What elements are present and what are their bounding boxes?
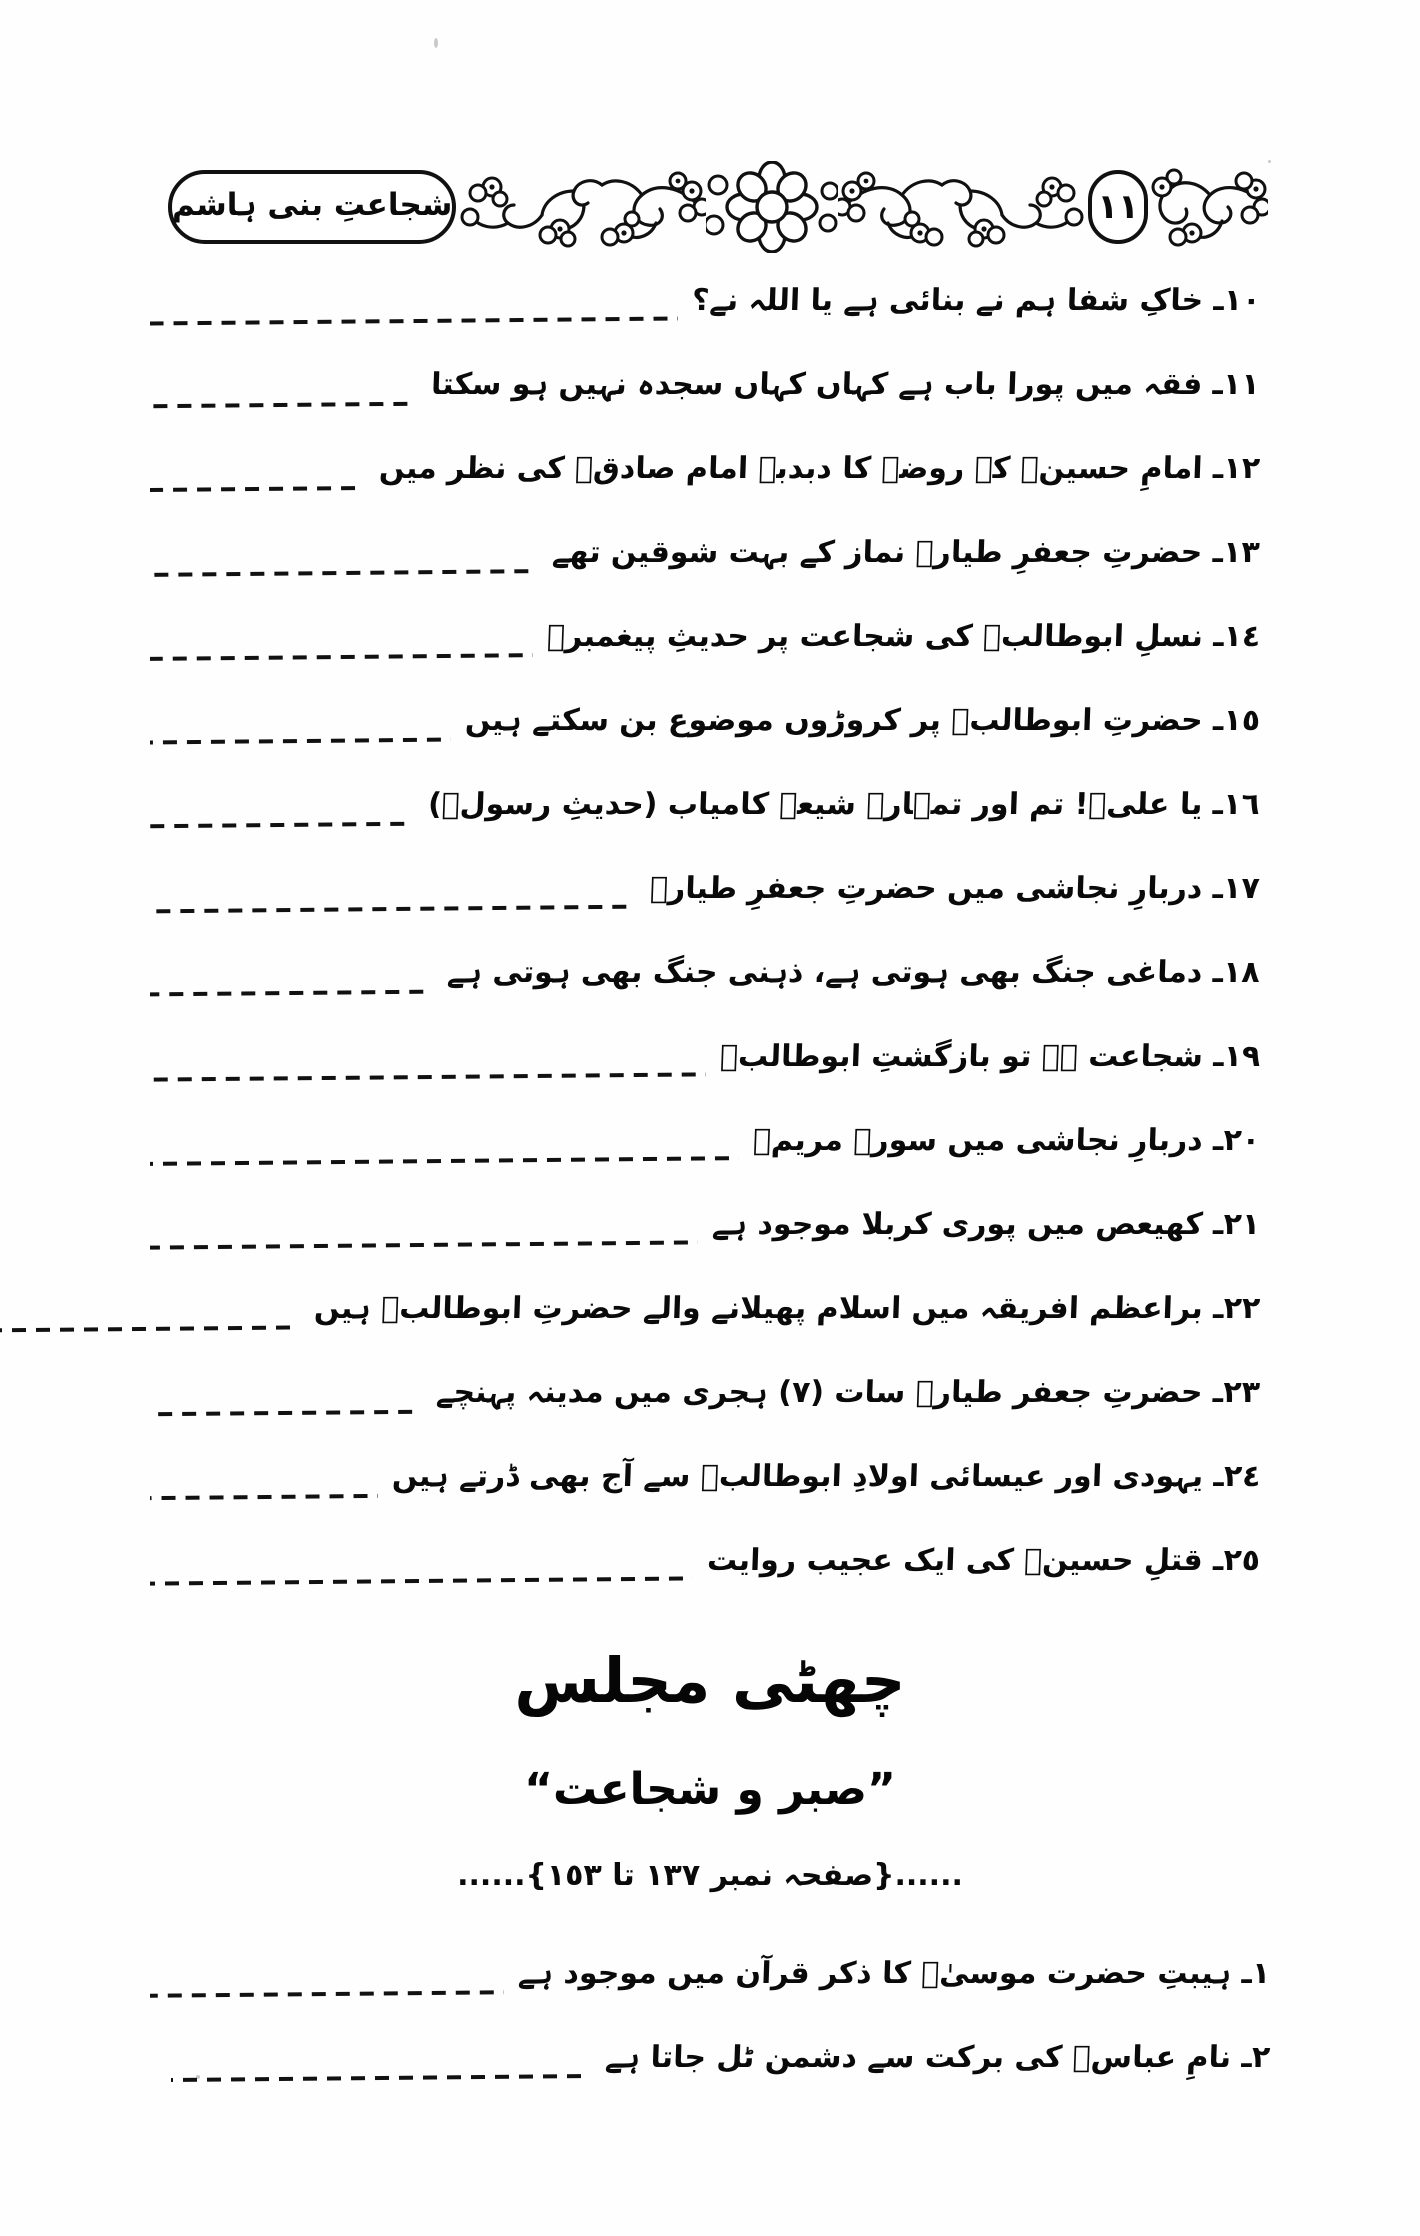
scan-speck — [1268, 160, 1271, 163]
toc-entry[interactable] — [150, 1122, 1260, 1200]
toc-entry-text: ١٢ـ امامِ حسینؑ کے روضے کا دبدبہ امام صادقؑ کی نظر میں — [378, 451, 1261, 486]
toc-entry[interactable] — [150, 870, 1260, 948]
toc-entry[interactable] — [150, 534, 1260, 612]
toc-leader-dashes — [150, 738, 451, 745]
toc-leader-dashes — [150, 316, 678, 325]
toc-entry-text: ٢ـ نامِ عباسؑ کی برکت سے دشمن ٹل جاتا ہے — [604, 2040, 1271, 2075]
floral-vine-ornament — [1148, 161, 1268, 253]
toc-leader-dashes — [150, 1072, 706, 1081]
toc-entry-text: ١١ـ فقہ میں پورا باب ہے کہاں کہاں سجدہ نہیں ہو سکتا — [430, 367, 1261, 402]
toc-leader-dashes — [150, 653, 533, 661]
toc-entry[interactable] — [150, 1542, 1260, 1620]
daisy-flower-ornament — [706, 161, 838, 253]
toc-entry[interactable] — [150, 1290, 1260, 1368]
floral-vine-ornament — [456, 161, 706, 253]
table-of-contents — [150, 282, 1260, 1626]
toc-leader-dashes — [150, 1156, 739, 1166]
toc-leader-dashes — [150, 1240, 698, 1249]
majlis-page-range: ......{صفحہ نمبر ١٣٧ تا ١٥٣}...... — [457, 1858, 963, 1894]
toc-entry[interactable] — [150, 1955, 1270, 2033]
toc-leader-dashes — [150, 402, 417, 409]
toc-entry-text: ٢٠ـ دربارِ نجاشی میں سورۂ مریمؑ — [752, 1123, 1261, 1158]
toc-entry[interactable] — [150, 2039, 1270, 2117]
floral-vine-ornament — [838, 161, 1088, 253]
toc-entry-text: ١٦ـ یا علیؑ! تم اور تمہارے شیعہ کامیاب (حدیثِ رسولؐ) — [427, 787, 1261, 822]
toc-entry[interactable] — [150, 618, 1260, 696]
toc-leader-dashes — [150, 905, 636, 914]
toc-entry-text: ١٨ـ دماغی جنگ بھی ہوتی ہے، ذہنی جنگ بھی ہوتی ہے — [446, 955, 1261, 990]
majlis-heading-block — [0, 1642, 1420, 1893]
toc-entry[interactable] — [150, 786, 1260, 864]
running-title-cartouche — [168, 170, 456, 244]
toc-entry[interactable] — [150, 1206, 1260, 1284]
majlis-title: چھٹی مجلس — [514, 1644, 906, 1717]
toc-leader-dashes — [150, 569, 538, 577]
toc-entry-text: ٢٤ـ یہودی اور عیسائی اولادِ ابوطالبؑ سے آج بھی ڈرتے ہیں — [390, 1459, 1261, 1494]
toc-leader-dashes — [171, 2074, 591, 2082]
toc-entry-text: ١٤ـ نسلِ ابوطالبؑ کی شجاعت پر حدیثِ پیغمبرؐ — [546, 619, 1261, 654]
toc-leader-dashes — [0, 1325, 300, 1332]
toc-entry-text: ٢٣ـ حضرتِ جعفر طیارؑ سات (٧) ہجری میں مدینہ پہنچے — [435, 1375, 1261, 1410]
toc-entry-text: ٢١ـ کھیعص میں پوری کربلا موجود ہے — [711, 1207, 1261, 1242]
toc-entry-text: ١ـ ہیبتِ حضرت موسیٰؑ کا ذکر قرآن میں موجود ہے — [517, 1956, 1271, 1991]
toc-entry[interactable] — [150, 1038, 1260, 1116]
toc-entry-text: ١٣ـ حضرتِ جعفرِ طیارؑ نماز کے بہت شوقین تھے — [551, 535, 1261, 570]
toc-leader-dashes — [150, 486, 365, 492]
page-number: ١١ — [1097, 187, 1139, 227]
toc-entry[interactable] — [150, 282, 1260, 360]
toc-leader-dashes — [150, 990, 433, 997]
toc-entry-text: ١٧ـ دربارِ نجاشی میں حضرتِ جعفرِ طیارؑ — [649, 871, 1261, 906]
toc-entry-text: ١٩ـ شجاعت ہے تو بازگشتِ ابوطالبؑ — [719, 1039, 1261, 1074]
toc-leader-dashes — [150, 1410, 422, 1417]
scan-speck — [434, 38, 438, 48]
page-number-cartouche — [1088, 170, 1148, 244]
toc-entry[interactable] — [150, 702, 1260, 780]
toc-entry[interactable] — [150, 1374, 1260, 1452]
toc-leader-dashes — [150, 1990, 504, 1997]
toc-entry[interactable] — [150, 450, 1260, 528]
toc-entry[interactable] — [150, 1458, 1260, 1536]
toc-entry[interactable] — [150, 954, 1260, 1032]
toc-entry-text: ١٥ـ حضرتِ ابوطالبؑ پر کروڑوں موضوع بن سکتے ہیں — [464, 703, 1261, 738]
toc-entry-text: ٢٢ـ براعظم افریقہ میں اسلام پھیلانے والے حضرتِ ابوطالبؑ ہیں — [313, 1291, 1261, 1326]
toc-entry-text: ١٠ـ خاکِ شفا ہم نے بنائی ہے یا اللہ نے؟ — [690, 283, 1261, 318]
toc-leader-dashes — [150, 822, 414, 829]
toc-entry-text: ٢٥ـ قتلِ حسینؑ کی ایک عجیب روایت — [706, 1543, 1261, 1578]
running-title: شجاعتِ بنی ہاشم — [172, 187, 453, 223]
toc-leader-dashes — [150, 1494, 378, 1500]
page-header-ornament — [168, 158, 1268, 256]
toc-entry[interactable] — [150, 366, 1260, 444]
table-of-contents-continued — [150, 1955, 1270, 2123]
majlis-subtitle: ”صبر و شجاعت“ — [524, 1763, 896, 1815]
toc-leader-dashes — [150, 1576, 693, 1585]
